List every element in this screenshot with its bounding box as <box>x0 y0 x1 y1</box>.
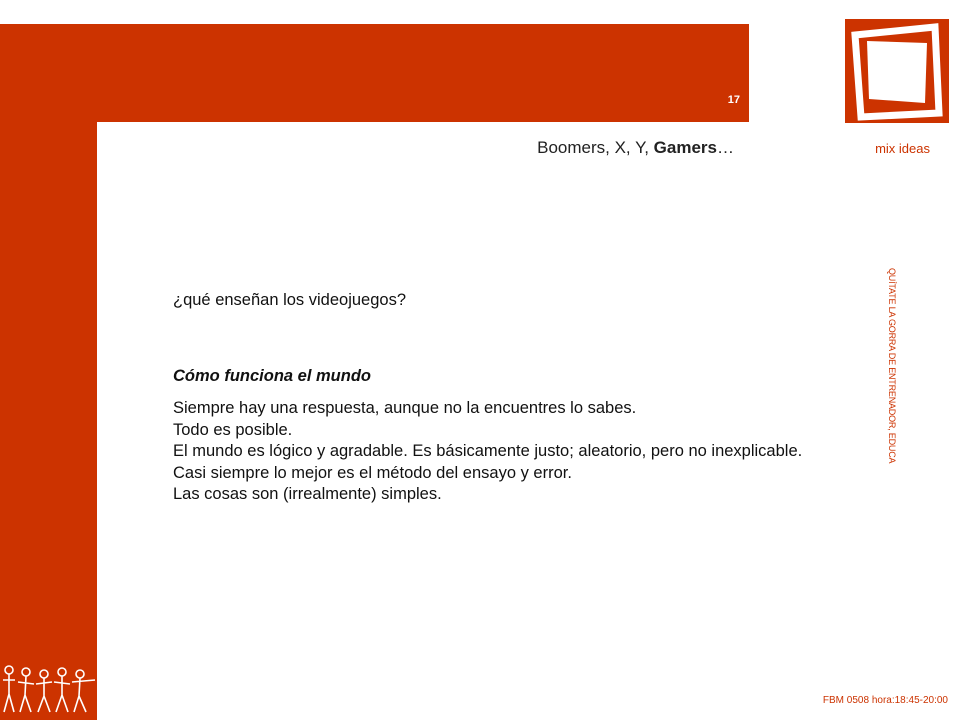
body-line: Todo es posible. <box>173 420 293 439</box>
body-line: Casi siempre lo mejor es el método del ensayo y error. <box>173 463 572 482</box>
body-line: El mundo es lógico y agradable. Es básicamente justo; aleatorio, pero no inexplicable. <box>173 442 803 460</box>
body-line: Las cosas son (irrealmente) simples. <box>173 485 442 503</box>
title-bold: Gamers <box>653 138 717 157</box>
slide-number: 17 <box>727 94 740 106</box>
left-accent-band <box>0 24 97 720</box>
title-prefix: Boomers, X, Y, <box>537 138 654 157</box>
brand-name: mix ideas <box>875 141 930 156</box>
body-line: Siempre hay una respuesta, aunque no la encuentres lo sabes. <box>173 399 637 417</box>
slide-title <box>420 138 734 158</box>
section-subheading: Cómo funciona el mundo <box>173 366 371 385</box>
logo-squares-icon <box>845 19 949 123</box>
top-accent-band <box>0 24 749 122</box>
footer-text: FBM 0508 hora:18:45-20:00 <box>822 695 948 706</box>
question-text: ¿qué enseñan los videojuegos? <box>173 291 407 309</box>
slide-body <box>173 290 893 506</box>
people-figures-icon <box>0 660 97 720</box>
title-suffix: … <box>717 138 734 157</box>
side-vertical-text: QUÍTATE LA GORRA DE ENTRENADOR, EDUCA <box>887 268 897 464</box>
